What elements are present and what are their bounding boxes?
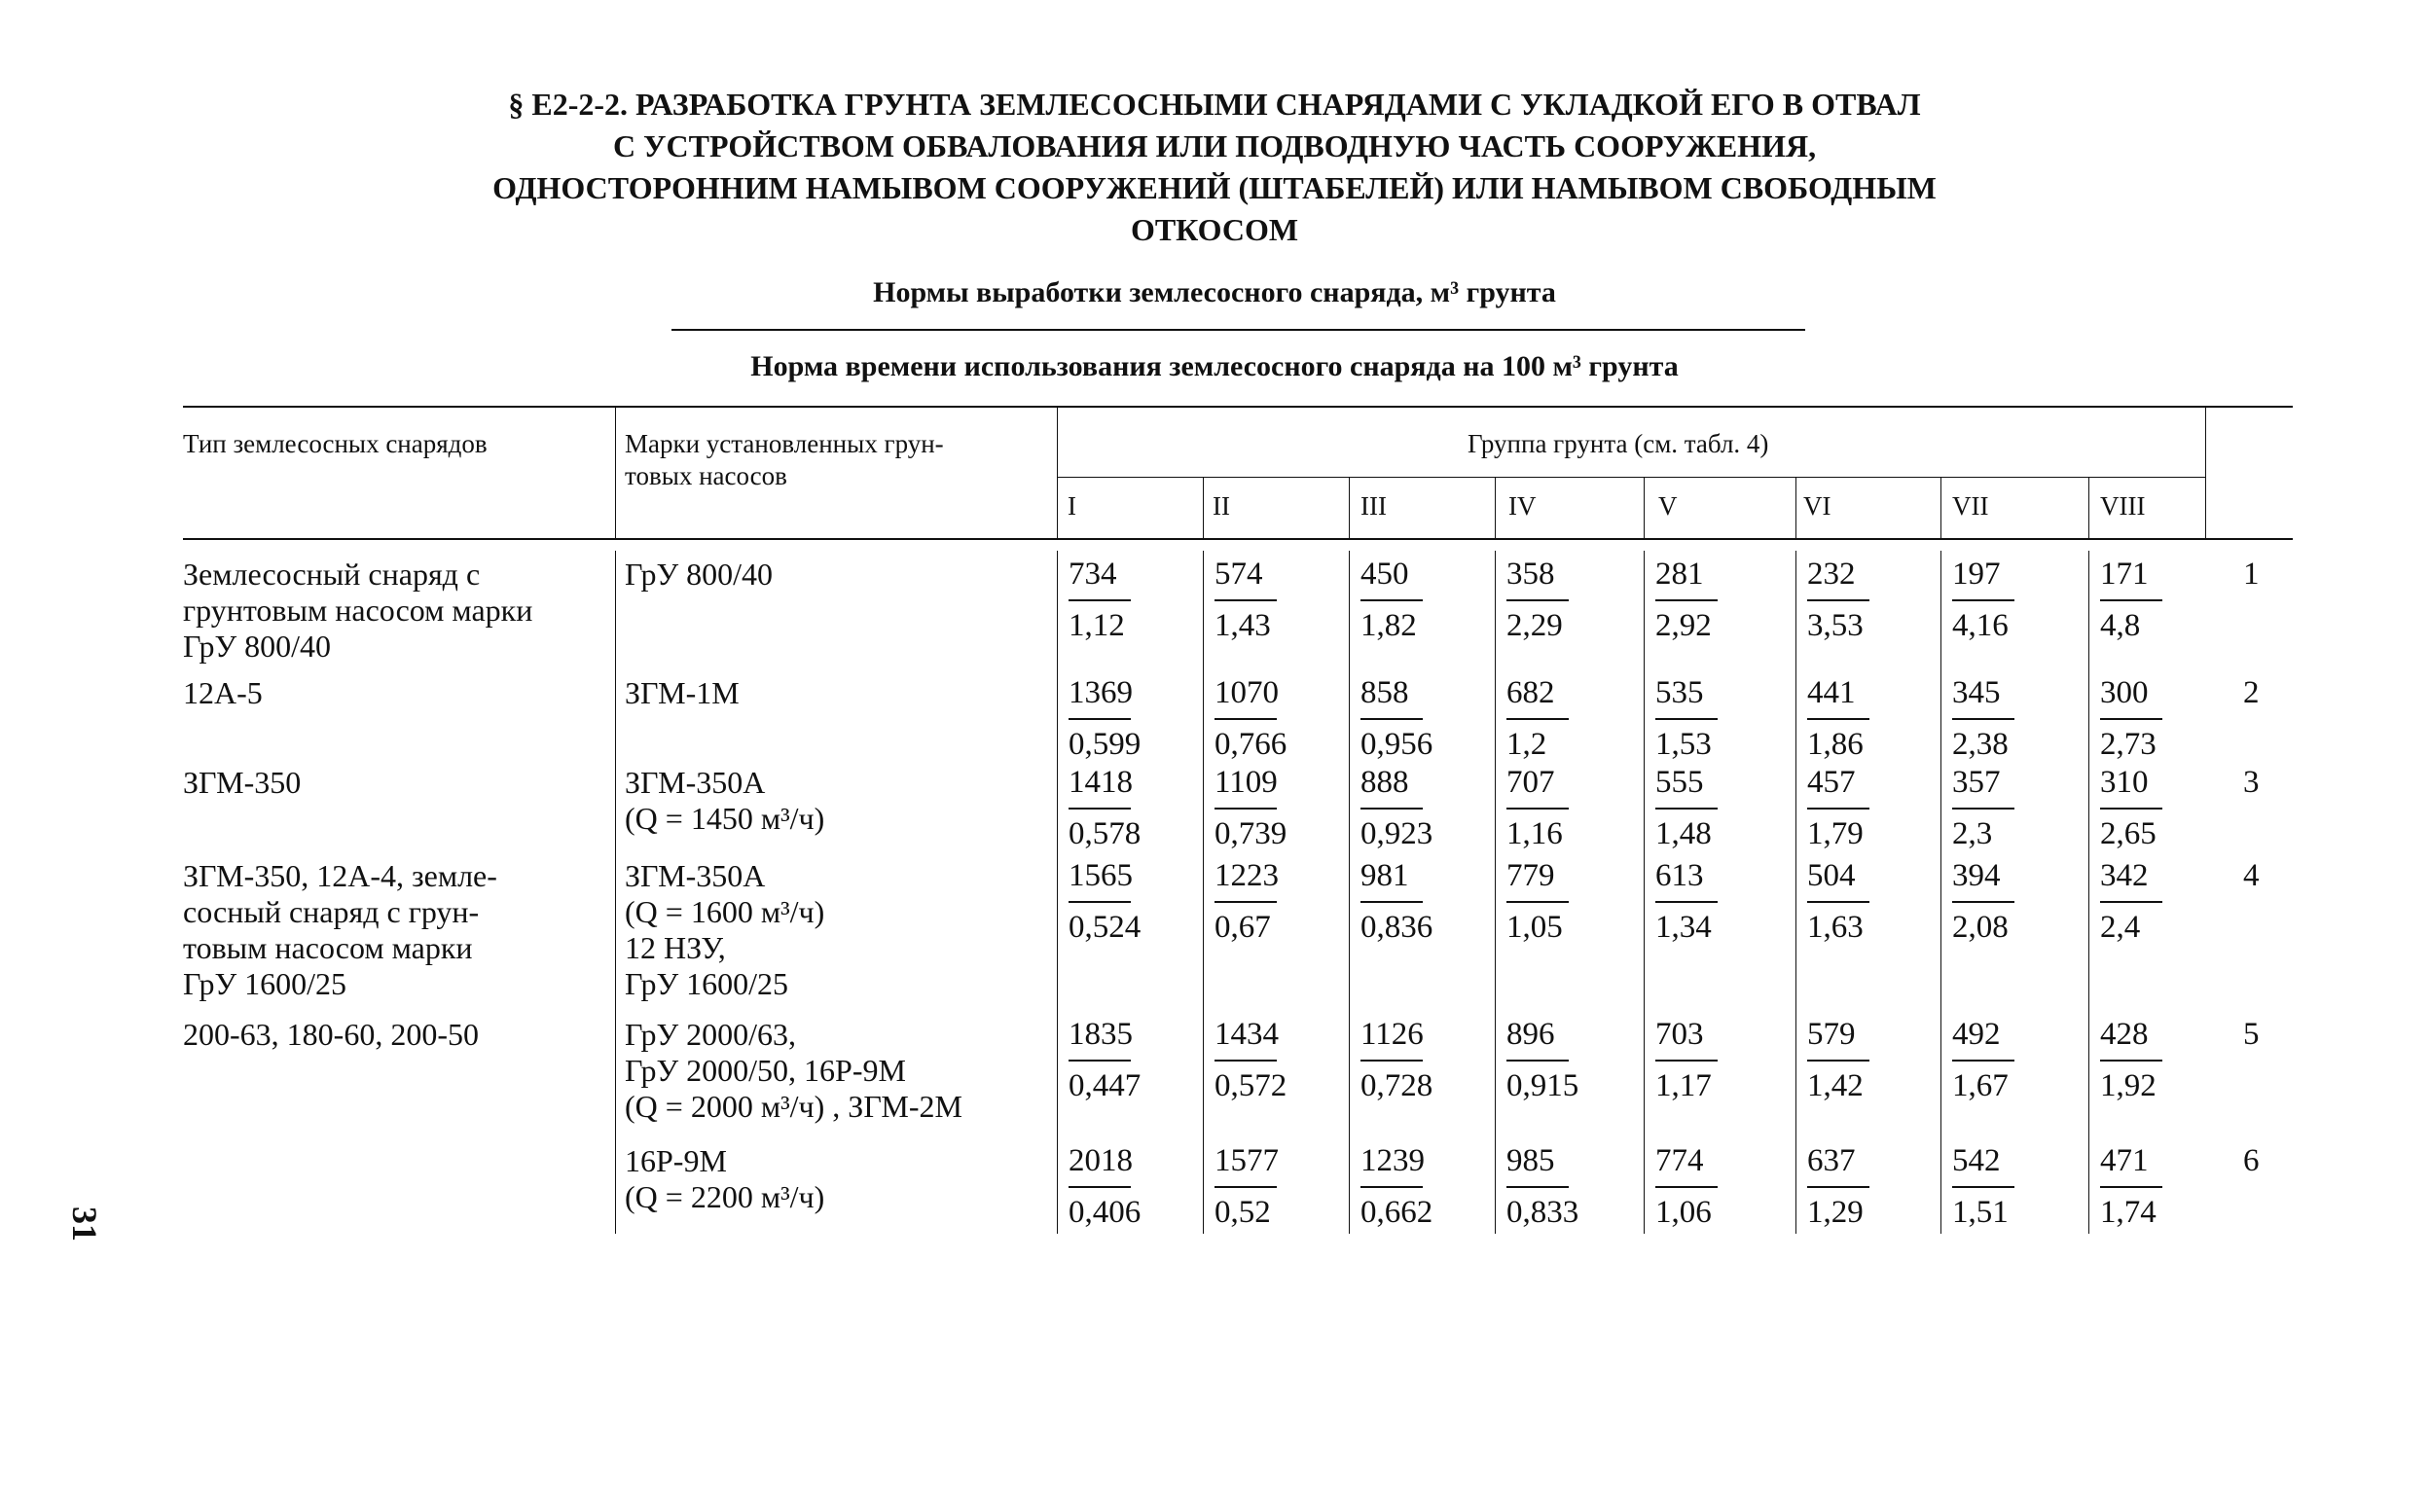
time-norm-value: 1,05 (1506, 910, 1563, 945)
time-norm-value: 1,79 (1807, 816, 1864, 851)
time-norm-value: 1,48 (1655, 816, 1712, 851)
fraction-bar (1952, 1186, 2014, 1188)
header-column-divider (1057, 408, 1058, 539)
output-norm-value: 441 (1807, 675, 1856, 710)
table-header-rule (183, 538, 2293, 540)
output-norm-value: 682 (1506, 675, 1555, 710)
fraction-bar (1807, 599, 1869, 601)
output-norm-value: 574 (1214, 557, 1263, 592)
group-header: I (1068, 491, 1076, 521)
time-norm-value: 0,52 (1214, 1195, 1271, 1230)
time-norm-value: 1,92 (2100, 1068, 2157, 1103)
time-norm-value: 1,67 (1952, 1068, 2009, 1103)
output-norm-value: 171 (2100, 557, 2149, 592)
fraction-bar (1506, 599, 1569, 601)
section-title (0, 84, 2429, 251)
fraction-bar (1655, 599, 1718, 601)
fraction-bar (1655, 808, 1718, 810)
group-column-divider (1495, 478, 1496, 539)
output-norm-value: 579 (1807, 1017, 1856, 1052)
group-column-divider (1203, 478, 1204, 539)
pump-brand-text: (Q = 1600 м³/ч) (625, 894, 825, 929)
dredge-type-text: Землесосный снаряд с (183, 557, 481, 592)
header-pump-brands (625, 428, 944, 492)
fraction-bar (2100, 1186, 2162, 1188)
output-norm-value: 310 (2100, 765, 2149, 800)
time-norm-value: 2,38 (1952, 727, 2009, 762)
output-norm-value: 1577 (1214, 1143, 1279, 1178)
row-number: 5 (2243, 1017, 2260, 1052)
pump-brand-text: ГрУ 2000/63, (625, 1017, 797, 1052)
time-norm-value: 1,86 (1807, 727, 1864, 762)
dredge-type-text: ГрУ 800/40 (183, 629, 332, 664)
pump-brand-text: ЗГМ-350А (625, 765, 766, 800)
time-norm-value: 0,67 (1214, 910, 1271, 945)
dredge-type-text: товым насосом марки (183, 930, 473, 965)
row-number: 2 (2243, 675, 2260, 710)
header-column-divider (615, 408, 616, 539)
fraction-bar (1360, 1186, 1423, 1188)
output-norm-value: 1223 (1214, 858, 1279, 893)
output-norm-value: 345 (1952, 675, 2001, 710)
body-column-divider (1644, 551, 1645, 1234)
fraction-bar (1952, 808, 2014, 810)
time-norm-value: 1,34 (1655, 910, 1712, 945)
time-norm-value: 1,74 (2100, 1195, 2157, 1230)
time-norm-value: 1,12 (1069, 608, 1125, 643)
output-norm-value: 774 (1655, 1143, 1704, 1178)
output-norm-value: 637 (1807, 1143, 1856, 1178)
group-header: VI (1803, 491, 1831, 521)
dredge-type-text: ЗГМ-350 (183, 765, 302, 800)
output-norm-value: 504 (1807, 858, 1856, 893)
time-norm-value: 0,524 (1069, 910, 1142, 945)
fraction-bar (1214, 808, 1277, 810)
time-norm-value: 0,662 (1360, 1195, 1433, 1230)
dredge-type-text: грунтовым насосом марки (183, 593, 533, 628)
output-norm-value: 394 (1952, 858, 2001, 893)
fraction-bar (1214, 1060, 1277, 1062)
fraction-bar (1214, 901, 1277, 903)
fraction-bar (1214, 718, 1277, 720)
body-column-divider (615, 551, 616, 1234)
output-norm-value: 1434 (1214, 1017, 1279, 1052)
fraction-bar (1506, 1060, 1569, 1062)
output-norm-value: 450 (1360, 557, 1409, 592)
output-norm-value: 613 (1655, 858, 1704, 893)
output-norm-value: 471 (2100, 1143, 2149, 1178)
time-norm-value: 2,3 (1952, 816, 1993, 851)
fraction-bar (1807, 1060, 1869, 1062)
time-norm-value: 0,572 (1214, 1068, 1287, 1103)
time-norm-value: 1,42 (1807, 1068, 1864, 1103)
time-norm-value: 0,923 (1360, 816, 1433, 851)
time-norm-value: 0,766 (1214, 727, 1287, 762)
title-line: С УСТРОЙСТВОМ ОБВАЛОВАНИЯ ИЛИ ПОДВОДНУЮ ЧАСТЬ СООРУЖЕНИЯ, (612, 128, 1817, 163)
group-header: V (1658, 491, 1678, 521)
time-norm-value: 4,16 (1952, 608, 2009, 643)
row-number: 1 (2243, 557, 2260, 592)
dredge-type-text: сосный снаряд с грун- (183, 894, 480, 929)
fraction-bar (1655, 1186, 1718, 1188)
output-norm-value: 197 (1952, 557, 2001, 592)
page-number: 31 (65, 1206, 104, 1242)
fraction-bar (1069, 901, 1131, 903)
fraction-bar (1807, 808, 1869, 810)
fraction-bar (1506, 901, 1569, 903)
pump-brand-text: ЗГМ-1М (625, 675, 740, 710)
group-column-divider (1795, 478, 1796, 539)
fraction-bar (1069, 1186, 1131, 1188)
time-norm-value: 0,447 (1069, 1068, 1142, 1103)
body-column-divider (1349, 551, 1350, 1234)
fraction-bar (1655, 901, 1718, 903)
time-norm-value: 1,29 (1807, 1195, 1864, 1230)
group-column-divider (1940, 478, 1941, 539)
output-norm-value: 232 (1807, 557, 1856, 592)
time-norm-value: 0,956 (1360, 727, 1433, 762)
pump-brand-text: ГрУ 1600/25 (625, 966, 789, 1001)
output-norm-value: 1070 (1214, 675, 1279, 710)
time-norm-value: 0,406 (1069, 1195, 1142, 1230)
time-norm-value: 2,4 (2100, 910, 2141, 945)
fraction-bar (1952, 901, 2014, 903)
dredge-type-text: 200-63, 180-60, 200-50 (183, 1017, 479, 1052)
time-norm-value: 1,82 (1360, 608, 1417, 643)
fraction-bar (2100, 808, 2162, 810)
fraction-bar (2100, 901, 2162, 903)
header-pump-line: Марки установленных грун- (625, 429, 944, 458)
fraction-bar (1360, 1060, 1423, 1062)
time-norm-value: 2,92 (1655, 608, 1712, 643)
fraction-bar (1807, 901, 1869, 903)
pump-brand-text: 16Р-9М (625, 1143, 727, 1178)
time-norm-value: 2,29 (1506, 608, 1563, 643)
output-norm-value: 1418 (1069, 765, 1133, 800)
output-norm-value: 358 (1506, 557, 1555, 592)
output-norm-value: 985 (1506, 1143, 1555, 1178)
row-number: 6 (2243, 1143, 2260, 1178)
time-norm-value: 0,833 (1506, 1195, 1579, 1230)
group-header: VIII (2100, 491, 2146, 521)
body-column-divider (1495, 551, 1496, 1234)
output-norm-value: 858 (1360, 675, 1409, 710)
fraction-bar (1506, 808, 1569, 810)
output-norm-value: 707 (1506, 765, 1555, 800)
table-top-rule (183, 406, 2293, 408)
output-norm-value: 535 (1655, 675, 1704, 710)
pump-brand-text: (Q = 1450 м³/ч) (625, 801, 825, 836)
time-norm-value: 2,73 (2100, 727, 2157, 762)
fraction-bar (1360, 901, 1423, 903)
pump-brand-text: (Q = 2200 м³/ч) (625, 1179, 825, 1214)
group-column-divider (1644, 478, 1645, 539)
time-norm-value: 4,8 (2100, 608, 2141, 643)
fraction-bar (1069, 808, 1131, 810)
output-norm-value: 734 (1069, 557, 1117, 592)
fraction-bar (1069, 718, 1131, 720)
output-norm-value: 555 (1655, 765, 1704, 800)
time-norm-caption: Норма времени использования землесосного снаряда на 100 м³ грунта (750, 350, 1679, 382)
output-norm-value: 981 (1360, 858, 1409, 893)
time-norm-value: 1,51 (1952, 1195, 2009, 1230)
dredge-type-text: 12А-5 (183, 675, 263, 710)
dredge-type-text: ЗГМ-350, 12А-4, земле- (183, 858, 497, 893)
fraction-bar (1214, 599, 1277, 601)
group-column-divider (1349, 478, 1350, 539)
header-pump-line: товых насосов (625, 461, 787, 490)
output-norm-value: 703 (1655, 1017, 1704, 1052)
dredge-type-text: ГрУ 1600/25 (183, 966, 347, 1001)
fraction-bar (1952, 599, 2014, 601)
time-norm-value: 0,739 (1214, 816, 1287, 851)
time-norm-value: 1,16 (1506, 816, 1563, 851)
fraction-bar (2100, 1060, 2162, 1062)
fraction-bar (1069, 599, 1131, 601)
title-line: § Е2-2-2. РАЗРАБОТКА ГРУНТА ЗЕМЛЕСОСНЫМИ СНАРЯДАМИ С УКЛАДКОЙ ЕГО В ОТВАЛ (508, 87, 1921, 122)
output-norm-value: 1126 (1360, 1017, 1424, 1052)
output-norm-value: 342 (2100, 858, 2149, 893)
pump-brand-text: ГрУ 800/40 (625, 557, 774, 592)
output-norm-value: 1835 (1069, 1017, 1133, 1052)
pump-brand-text: ГрУ 2000/50, 16Р-9М (625, 1053, 906, 1088)
fraction-bar (1655, 718, 1718, 720)
fraction-bar (1952, 1060, 2014, 1062)
output-norm-value: 888 (1360, 765, 1409, 800)
time-norm-value: 3,53 (1807, 608, 1864, 643)
group-header: VII (1952, 491, 1989, 521)
output-norm-value: 2018 (1069, 1143, 1133, 1178)
output-norm-value: 1109 (1214, 765, 1278, 800)
body-column-divider (2088, 551, 2089, 1234)
group-header: II (1213, 491, 1230, 521)
time-norm-value: 1,63 (1807, 910, 1864, 945)
output-norm-caption: Нормы выработки землесосного снаряда, м³ грунта (873, 276, 1556, 308)
fraction-bar (1360, 718, 1423, 720)
time-norm-value: 1,2 (1506, 727, 1547, 762)
pump-brand-text: 12 НЗУ, (625, 930, 726, 965)
time-norm-value: 1,17 (1655, 1068, 1712, 1103)
group-header: III (1360, 491, 1387, 521)
fraction-bar (1069, 1060, 1131, 1062)
title-line: ОТКОСОМ (1130, 212, 1299, 247)
output-norm-value: 1565 (1069, 858, 1133, 893)
output-norm-value: 1239 (1360, 1143, 1425, 1178)
output-norm-value: 779 (1506, 858, 1555, 893)
fraction-bar (1506, 1186, 1569, 1188)
fraction-bar (1655, 1060, 1718, 1062)
time-norm-value: 0,836 (1360, 910, 1433, 945)
time-norm-value: 2,65 (2100, 816, 2157, 851)
fraction-bar (2100, 718, 2162, 720)
title-line: ОДНОСТОРОННИМ НАМЫВОМ СООРУЖЕНИЙ (ШТАБЕЛЕЙ) ИЛИ НАМЫВОМ СВОБОДНЫМ (492, 170, 1937, 205)
output-norm-value: 1369 (1069, 675, 1133, 710)
time-norm-value: 1,53 (1655, 727, 1712, 762)
time-norm-value: 0,915 (1506, 1068, 1579, 1103)
time-norm-value: 0,578 (1069, 816, 1142, 851)
pump-brand-text: (Q = 2000 м³/ч) , ЗГМ-2М (625, 1089, 962, 1124)
header-dredge-type: Тип землесосных снарядов (183, 429, 488, 458)
row-number: 3 (2243, 765, 2260, 800)
time-norm-value: 0,728 (1360, 1068, 1433, 1103)
group-header: IV (1508, 491, 1537, 521)
fraction-bar (1807, 718, 1869, 720)
group-header-rule (1057, 477, 2205, 478)
output-norm-value: 357 (1952, 765, 2001, 800)
output-norm-value: 492 (1952, 1017, 2001, 1052)
header-soil-group: Группа грунта (см. табл. 4) (1468, 429, 1769, 458)
caption-divider (671, 329, 1805, 331)
output-norm-value: 542 (1952, 1143, 2001, 1178)
time-norm-value: 1,06 (1655, 1195, 1712, 1230)
fraction-bar (1360, 599, 1423, 601)
fraction-bar (1360, 808, 1423, 810)
row-number: 4 (2243, 858, 2260, 893)
pump-brand-text: ЗГМ-350А (625, 858, 766, 893)
body-column-divider (1057, 551, 1058, 1234)
fraction-bar (1214, 1186, 1277, 1188)
body-column-divider (1795, 551, 1796, 1234)
output-norm-value: 281 (1655, 557, 1704, 592)
header-column-divider (2205, 408, 2206, 539)
output-norm-value: 457 (1807, 765, 1856, 800)
output-norm-value: 300 (2100, 675, 2149, 710)
output-norm-value: 896 (1506, 1017, 1555, 1052)
time-norm-value: 1,43 (1214, 608, 1271, 643)
fraction-bar (1807, 1186, 1869, 1188)
time-norm-value: 2,08 (1952, 910, 2009, 945)
time-norm-value: 0,599 (1069, 727, 1142, 762)
group-column-divider (2088, 478, 2089, 539)
fraction-bar (2100, 599, 2162, 601)
fraction-bar (1952, 718, 2014, 720)
output-norm-value: 428 (2100, 1017, 2149, 1052)
body-column-divider (1203, 551, 1204, 1234)
fraction-bar (1506, 718, 1569, 720)
body-column-divider (1940, 551, 1941, 1234)
